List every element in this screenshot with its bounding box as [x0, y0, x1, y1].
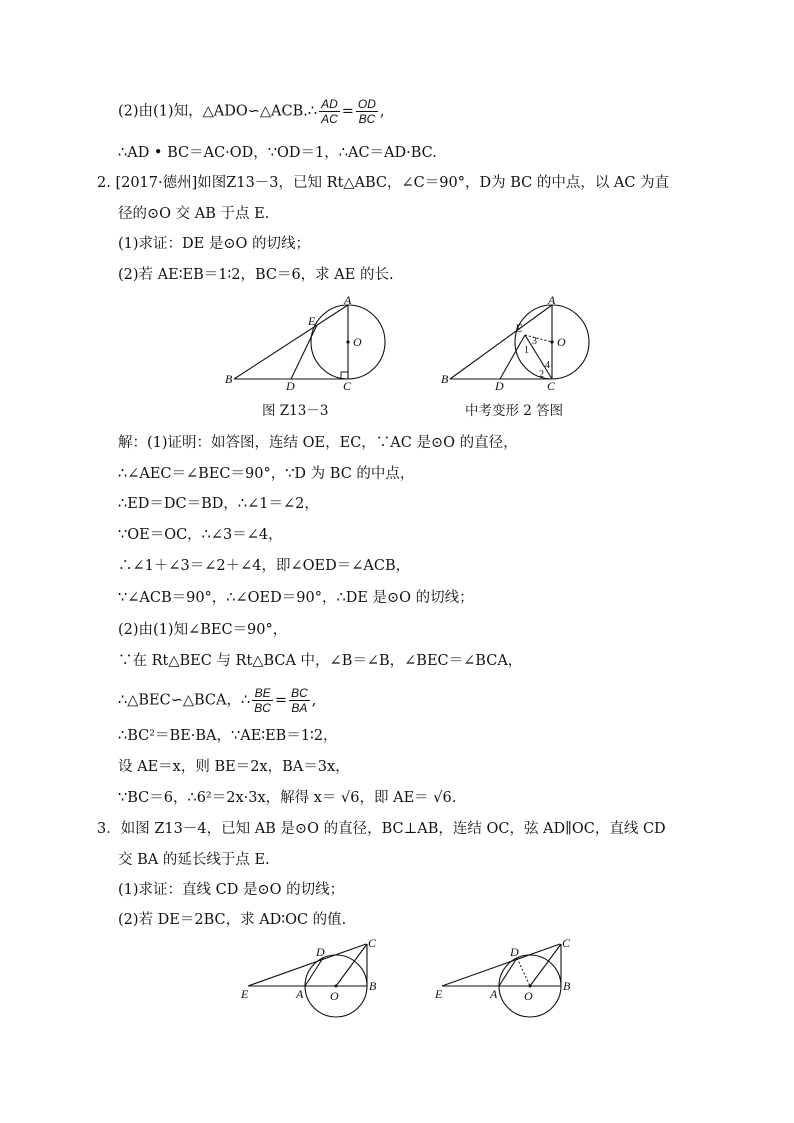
- figure-z13-4: [238, 936, 388, 1018]
- segment-ab: [234, 305, 348, 379]
- label-a: A: [548, 294, 556, 307]
- line-conclusion: ∴AD • BC＝AC·OD，∵OD＝1，∴AC＝AD·BC.: [118, 145, 437, 161]
- label-d: D: [286, 379, 295, 390]
- problem-2-part-1: (1)求证：DE 是⊙O 的切线；: [118, 236, 311, 252]
- segment-oc: [336, 944, 367, 986]
- label-b: B: [441, 372, 449, 386]
- line-previous-solution: (2)由(1)知，△ADO∽△ACB.∴ $\frac{AD}{AC}$ = $\frac{OD}{BC}$ ,: [118, 97, 385, 126]
- label-e: E: [308, 314, 316, 328]
- solution-line-3: ∴ED＝DC＝BD，∴∠1＝∠2，: [118, 496, 319, 512]
- line-ec: [442, 944, 560, 986]
- solution-line-12: ∵BC＝6，∴6²＝2x·3x，解得 x＝ √6，即 AE＝ √6.: [118, 790, 457, 806]
- angle-label-3: 3: [532, 336, 537, 347]
- center-point: [335, 985, 338, 988]
- solution-line-5: ∴∠1＋∠3＝∠2＋∠4，即∠OED＝∠ACB，: [118, 558, 411, 574]
- center-point: [550, 340, 553, 343]
- solution-line-6: ∵∠ACB＝90°，∴∠OED＝90°，∴DE 是⊙O 的切线；: [118, 590, 474, 606]
- solution-line-1: 解：(1)证明：如答图，连结 OE，EC，∵AC 是⊙O 的直径，: [118, 435, 518, 451]
- problem-3-part-1: (1)求证：直线 CD 是⊙O 的切线；: [118, 882, 345, 898]
- problem-3-statement: 3．如图 Z13－4，已知 AB 是⊙O 的直径，BC⊥AB，连结 OC，弦 AD∥OC，直线 CD: [97, 821, 666, 837]
- line-ec: [248, 944, 366, 986]
- label-o: O: [330, 989, 339, 1003]
- angle-label-4: 4: [545, 360, 550, 371]
- solution-line-8: ∵在 Rt△BEC 与 Rt△BCA 中，∠B＝∠B，∠BEC＝∠BCA，: [118, 653, 523, 669]
- label-c: C: [562, 936, 571, 950]
- angle-label-1: 1: [524, 345, 529, 356]
- figure-answer-2: [438, 294, 608, 390]
- label-e: E: [241, 987, 249, 1001]
- label-d: D: [316, 945, 325, 959]
- segment-de: [500, 335, 525, 379]
- label-b: B: [563, 979, 571, 993]
- angle-label-2: 2: [539, 369, 544, 380]
- label-e: E: [435, 987, 443, 1001]
- solution-line-11: 设 AE＝x，则 BE＝2x，BA＝3x，: [118, 759, 350, 775]
- problem-3-part-2: (2)若 DE＝2BC，求 AD∶OC 的值.: [118, 912, 347, 928]
- label-c: C: [368, 936, 377, 950]
- center-point: [529, 985, 532, 988]
- segment-od-dashed: [517, 958, 530, 986]
- center-point: [346, 340, 349, 343]
- solution-line-9: ∴△BEC∽△BCA，∴ $\frac{BE}{BC}$ = $\frac{BC}{BA}$ ,: [118, 686, 317, 715]
- label-a: A: [490, 987, 498, 1001]
- figure-answer-3: [432, 936, 582, 1018]
- fraction-ad-ac: $\frac{AD}{AC}$: [321, 97, 338, 126]
- fraction-od-bc: $\frac{OD}{BC}$: [357, 97, 376, 126]
- label-d: D: [495, 379, 504, 390]
- fraction-be-bc: $\frac{BE}{BC}$: [254, 686, 271, 715]
- solution-line-4: ∵OE＝OC，∴∠3＝∠4，: [118, 527, 283, 543]
- figure-z13-3: [222, 294, 392, 390]
- label-d: D: [510, 945, 519, 959]
- problem-2-part-2: (2)若 AE∶EB＝1∶2，BC＝6，求 AE 的长.: [118, 267, 394, 283]
- figure-1-caption: 图 Z13－3: [262, 403, 329, 419]
- figure-2-caption: 中考变形 2 答图: [465, 403, 564, 419]
- label-o: O: [524, 989, 533, 1003]
- fraction-bc-ba: $\frac{BC}{BA}$: [291, 686, 308, 715]
- label-e: E: [515, 321, 523, 335]
- label-c: C: [547, 379, 556, 390]
- label-b: B: [369, 979, 377, 993]
- solution-line-10: ∴BC²＝BE·BA，∵AE∶EB＝1∶2，: [118, 728, 338, 744]
- problem-2-statement: 2. [2017·德州]如图Z13－3，已知 Rt△ABC，∠C＝90°，D为 BC 的中点，以 AC 为直: [97, 175, 670, 191]
- label-o: O: [557, 335, 566, 349]
- right-angle-mark: [341, 372, 348, 379]
- problem-2-statement-cont: 径的⊙O 交 AB 于点 E.: [118, 206, 270, 222]
- label-a: A: [296, 987, 304, 1001]
- solution-line-2: ∴∠AEC＝∠BEC＝90°，∵D 为 BC 的中点，: [118, 466, 415, 482]
- label-a: A: [344, 294, 352, 307]
- label-b: B: [225, 372, 233, 386]
- label-o: O: [353, 335, 362, 349]
- solution-line-7: (2)由(1)知∠BEC＝90°，: [118, 622, 288, 638]
- label-c: C: [343, 379, 352, 390]
- problem-3-statement-cont: 交 BA 的延长线于点 E.: [118, 852, 270, 868]
- segment-oc: [530, 944, 561, 986]
